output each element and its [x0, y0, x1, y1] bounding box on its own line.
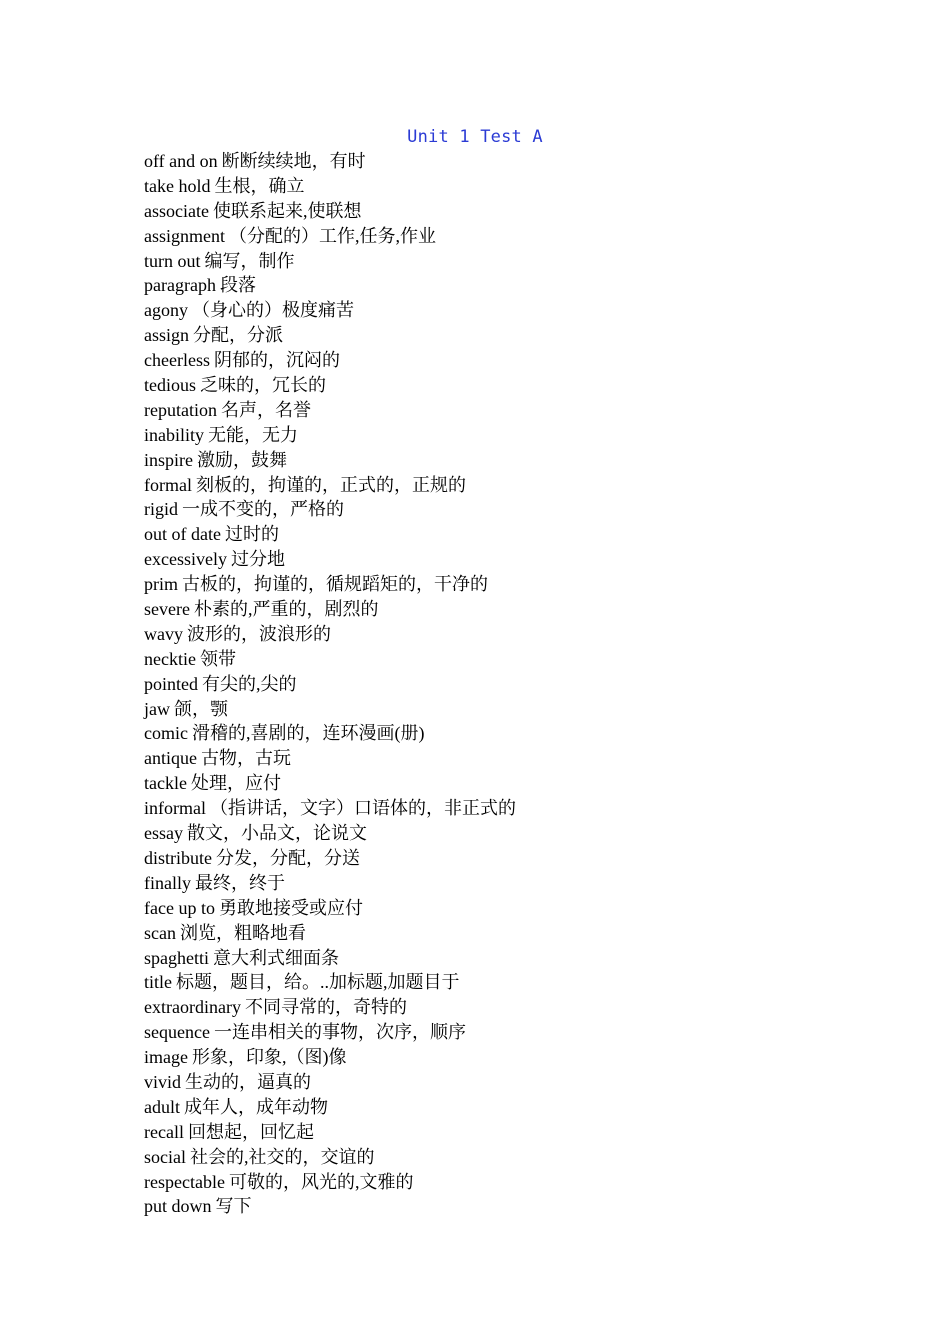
vocab-entry: [144, 473, 516, 498]
vocab-entry: [144, 622, 516, 647]
vocab-meaning: 勇敢地接受或应付: [218, 897, 363, 918]
vocab-term: out of date: [144, 524, 221, 545]
vocab-entry: [144, 821, 516, 846]
vocab-meaning: 成年人，成年动物: [184, 1096, 328, 1117]
vocab-entry: [144, 946, 516, 971]
vocab-entry: [144, 771, 516, 796]
vocab-entry: [144, 323, 516, 348]
vocab-term: excessively: [144, 549, 227, 570]
vocab-term: jaw: [144, 698, 170, 719]
vocab-term: turn out: [144, 250, 201, 271]
vocab-meaning: 回想起，回忆起: [187, 1121, 314, 1142]
vocab-entry: [144, 547, 516, 572]
vocab-term: cheerless: [144, 350, 210, 371]
vocab-entry: [144, 448, 516, 473]
vocab-term: respectable: [144, 1171, 225, 1192]
vocab-term: pointed: [144, 673, 198, 694]
vocab-entry: [144, 249, 516, 274]
vocab-entry: [144, 672, 516, 697]
vocab-meaning: 波形的，波浪形的: [187, 623, 331, 644]
vocab-meaning: 颌，颚: [174, 698, 228, 719]
vocab-term: severe: [144, 599, 190, 620]
vocab-meaning: 意大利式细面条: [213, 947, 339, 968]
vocab-term: adult: [144, 1096, 180, 1117]
vocab-entry: [144, 348, 516, 373]
vocab-entry: [144, 497, 516, 522]
vocab-entry: [144, 174, 516, 199]
vocab-term: associate: [144, 200, 209, 221]
vocab-meaning: 乏味的，冗长的: [200, 375, 326, 396]
vocab-term: title: [144, 972, 172, 993]
vocab-meaning: 刻板的，拘谨的，正式的，正规的: [195, 474, 466, 495]
vocab-term: image: [144, 1047, 188, 1068]
vocab-entry: [144, 1145, 516, 1170]
vocab-term: off and on: [144, 151, 218, 171]
vocab-entry: [144, 970, 516, 995]
vocab-meaning: 领带: [199, 648, 236, 669]
vocab-term: scan: [144, 922, 176, 943]
vocab-entry: [144, 149, 516, 174]
vocab-meaning: 形象，印象,（图)像: [191, 1047, 347, 1068]
vocab-entry: [144, 796, 516, 821]
vocab-term: comic: [144, 723, 188, 744]
vocab-term: informal: [144, 798, 206, 819]
vocab-entry: [144, 846, 516, 871]
vocab-entry: [144, 721, 516, 746]
vocab-term: inability: [144, 424, 204, 445]
vocab-entry: [144, 199, 516, 224]
vocab-entry: [144, 746, 516, 771]
vocab-meaning: 分发，分配，分送: [216, 847, 360, 868]
vocab-meaning: 断断续续地，有时: [221, 151, 366, 171]
vocab-entry: [144, 398, 516, 423]
vocab-term: tedious: [144, 375, 196, 396]
vocab-entry: [144, 1170, 516, 1195]
vocab-entry: [144, 1194, 516, 1219]
vocab-meaning: 滑稽的,喜剧的，连环漫画(册): [191, 723, 425, 744]
vocab-meaning: 写下: [215, 1196, 252, 1217]
vocab-entry: [144, 273, 516, 298]
vocab-meaning: 一连串相关的事物，次序，顺序: [213, 1022, 466, 1043]
vocab-term: prim: [144, 574, 178, 595]
vocab-entry: [144, 995, 516, 1020]
vocab-meaning: 最终，终于: [195, 872, 285, 893]
vocab-meaning: 生根，确立: [214, 175, 305, 196]
vocab-meaning: 标题，题目，给。..加标题,加题目于: [176, 972, 460, 993]
vocab-meaning: 散文，小品文，论说文: [187, 823, 367, 844]
vocab-entry: [144, 373, 516, 398]
vocab-meaning: 社会的,社交的，交谊的: [190, 1146, 375, 1167]
vocab-term: inspire: [144, 449, 193, 470]
vocab-term: assign: [144, 325, 189, 346]
vocab-meaning: 段落: [219, 275, 256, 296]
vocab-entry: [144, 572, 516, 597]
vocab-term: paragraph: [144, 275, 216, 296]
vocab-entry: [144, 896, 516, 921]
vocab-meaning: 分配，分派: [193, 325, 283, 346]
vocab-meaning: 过时的: [224, 524, 279, 545]
vocab-meaning: 编写，制作: [204, 250, 295, 271]
vocab-entry: [144, 423, 516, 448]
vocab-term: essay: [144, 823, 183, 844]
vocab-entry: [144, 298, 516, 323]
vocab-meaning: 古物，古玩: [200, 748, 291, 769]
vocab-entry: [144, 1020, 516, 1045]
vocab-entry: [144, 522, 516, 547]
document-title: Unit 1 Test A: [407, 127, 543, 147]
vocab-term: vivid: [144, 1071, 182, 1092]
vocab-entry: [144, 647, 516, 672]
vocab-term: recall: [144, 1121, 184, 1142]
vocab-meaning: 朴素的,严重的，剧烈的: [193, 599, 379, 620]
vocab-term: put down: [144, 1196, 212, 1217]
vocab-meaning: 无能，无力: [208, 424, 298, 445]
vocab-term: necktie: [144, 648, 196, 669]
vocab-meaning: 有尖的,尖的: [202, 673, 297, 694]
vocab-entry: [144, 597, 516, 622]
vocab-term: tackle: [144, 773, 187, 794]
vocab-term: agony: [144, 300, 188, 321]
vocab-entry: [144, 697, 516, 722]
vocab-meaning: 生动的，逼真的: [185, 1071, 312, 1092]
vocab-meaning: 使联系起来,使联想: [212, 200, 362, 221]
vocab-entry: [144, 1070, 516, 1095]
vocab-entry: [144, 1120, 516, 1145]
vocab-term: social: [144, 1146, 186, 1167]
vocab-term: extraordinary: [144, 997, 241, 1018]
vocab-term: distribute: [144, 847, 212, 868]
vocab-meaning: 激励，鼓舞: [197, 449, 287, 470]
vocab-term: assignment: [144, 225, 225, 246]
vocab-meaning: 不同寻常的，奇特的: [244, 997, 407, 1018]
vocabulary-list: [144, 149, 516, 1219]
vocab-meaning: 浏览，粗略地看: [179, 922, 306, 943]
vocab-term: wavy: [144, 623, 183, 644]
vocab-term: formal: [144, 474, 192, 495]
vocab-meaning: 可敬的，风光的,文雅的: [228, 1171, 414, 1192]
vocab-term: rigid: [144, 499, 178, 520]
vocab-meaning: 过分地: [230, 549, 285, 570]
vocab-entry: [144, 224, 516, 249]
vocab-meaning: （身心的）极度痛苦: [192, 300, 354, 321]
vocab-meaning: 名声，名誉: [220, 399, 311, 420]
vocab-term: sequence: [144, 1022, 210, 1043]
vocab-entry: [144, 1095, 516, 1120]
vocab-term: face up to: [144, 897, 215, 918]
vocab-meaning: 一成不变的，严格的: [182, 499, 344, 520]
vocab-entry: [144, 871, 516, 896]
vocab-term: spaghetti: [144, 947, 209, 968]
vocab-meaning: 处理，应付: [190, 773, 281, 794]
vocab-term: finally: [144, 872, 191, 893]
vocab-term: take hold: [144, 175, 211, 196]
vocab-term: antique: [144, 748, 197, 769]
vocab-meaning: 古板的，拘谨的，循规蹈矩的，干净的: [182, 574, 488, 595]
vocab-entry: [144, 921, 516, 946]
vocab-meaning: 阴郁的，沉闷的: [213, 350, 340, 371]
vocab-meaning: （分配的）工作,任务,作业: [229, 225, 436, 246]
vocab-entry: [144, 1045, 516, 1070]
vocab-meaning: （指讲话，文字）口语体的，非正式的: [209, 798, 516, 819]
vocab-term: reputation: [144, 399, 217, 420]
